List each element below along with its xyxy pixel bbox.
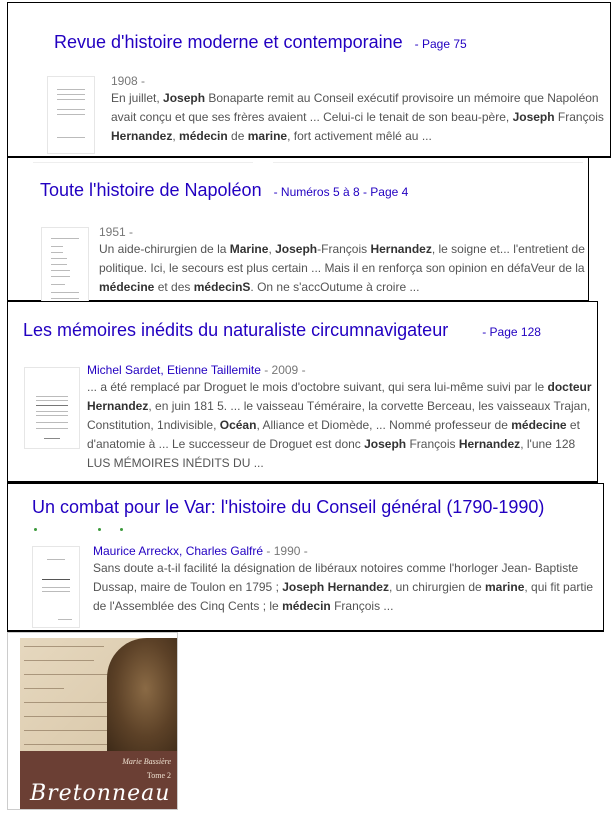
result-title-link[interactable]	[54, 32, 467, 53]
result-subtitle[interactable]: - Page 128	[482, 325, 541, 339]
search-result-4	[7, 483, 604, 632]
result-subtitle[interactable]: - Numéros 5 à 8 - Page 4	[273, 185, 409, 199]
cover-title: Bretonneau	[30, 781, 171, 806]
result-meta	[99, 225, 133, 239]
result-meta	[87, 363, 306, 377]
book-thumbnail[interactable]	[47, 76, 95, 154]
result-year: 1951 -	[99, 225, 134, 239]
result-year: - 2009 -	[260, 363, 306, 377]
result-title-link[interactable]	[23, 320, 541, 341]
search-result-1	[7, 2, 611, 158]
cover-title-band	[20, 751, 178, 810]
text-fragment	[98, 528, 101, 531]
book-thumbnail[interactable]	[32, 546, 80, 628]
result-meta	[111, 74, 145, 88]
divider	[273, 162, 583, 163]
result-authors[interactable]: Michel Sardet, Etienne Taillemite	[87, 363, 261, 377]
result-subtitle[interactable]: - Page 75	[414, 37, 467, 51]
cover-author: Marie Bassière	[122, 757, 171, 766]
result-title[interactable]: Les mémoires inédits du naturaliste circumnavigateur	[23, 320, 449, 340]
divider	[33, 162, 253, 163]
result-title-link[interactable]	[32, 497, 544, 518]
result-title[interactable]: Un combat pour le Var: l'histoire du Conseil général (1790-1990)	[32, 497, 545, 517]
portrait-bust	[107, 638, 177, 751]
result-snippet: Un aide-chirurgien de la Marine, Joseph-François Hernandez, le soigne et... l'entretient de politique. Ici, le secours est plus certain ... Mais il en renforça son opinion en défaVeur de la médecine et des médecinS. On ne s'accOutume à croire ...	[99, 242, 585, 294]
result-year: - 1990 -	[263, 544, 308, 558]
result-snippet: En juillet, Joseph Bonaparte remit au Conseil exécutif provisoire un mémoire que Napoléon avait conçu et que ses frères avaient ... Celui-ci le tenait de son beau-père, Joseph François Hernandez, médecin de marine, fort activement mêlé au ...	[111, 91, 604, 143]
result-meta	[93, 544, 308, 558]
text-fragment	[34, 528, 37, 531]
result-title[interactable]: Revue d'histoire moderne et contemporaine	[54, 32, 403, 52]
result-title-link[interactable]	[40, 180, 408, 201]
search-result-3	[7, 301, 598, 483]
book-cover-image	[7, 632, 178, 810]
result-snippet: ... a été remplacé par Droguet le mois d'octobre suivant, qui sera lui-même suivi par le docteur Hernandez, en juin 181 5. ... le vaisseau Téméraire, la corvette Berceau, les vaisseaux Trajan, Constitution, 1ndivisible, Océan, Alliance et Diomède, ... Nommé professeur de médecine et d'anatomie à ... Le successeur de Droguet est donc Joseph François Hernandez, l'une 128 LUS MÉMOIRES INÉDITS DU ...	[87, 380, 592, 470]
result-year: 1908 -	[111, 74, 146, 88]
text-fragment	[120, 528, 123, 531]
search-result-2	[7, 157, 589, 302]
cover-volume: Tome 2	[146, 771, 171, 780]
book-thumbnail[interactable]	[41, 227, 89, 303]
book-thumbnail[interactable]	[24, 367, 80, 449]
result-title[interactable]: Toute l'histoire de Napoléon	[40, 180, 262, 200]
result-authors[interactable]: Maurice Arreckx, Charles Galfré	[93, 544, 264, 558]
result-snippet: Sans doute a-t-il facilité la désignation de libéraux notoires comme l'horloger Jean- Baptiste Dussap, maire de Toulon en 1795 ; Joseph Hernandez, un chirurgien de marine, qui fit partie de l'Assemblée des Cinq Cents ; le médecin François ...	[93, 561, 594, 613]
